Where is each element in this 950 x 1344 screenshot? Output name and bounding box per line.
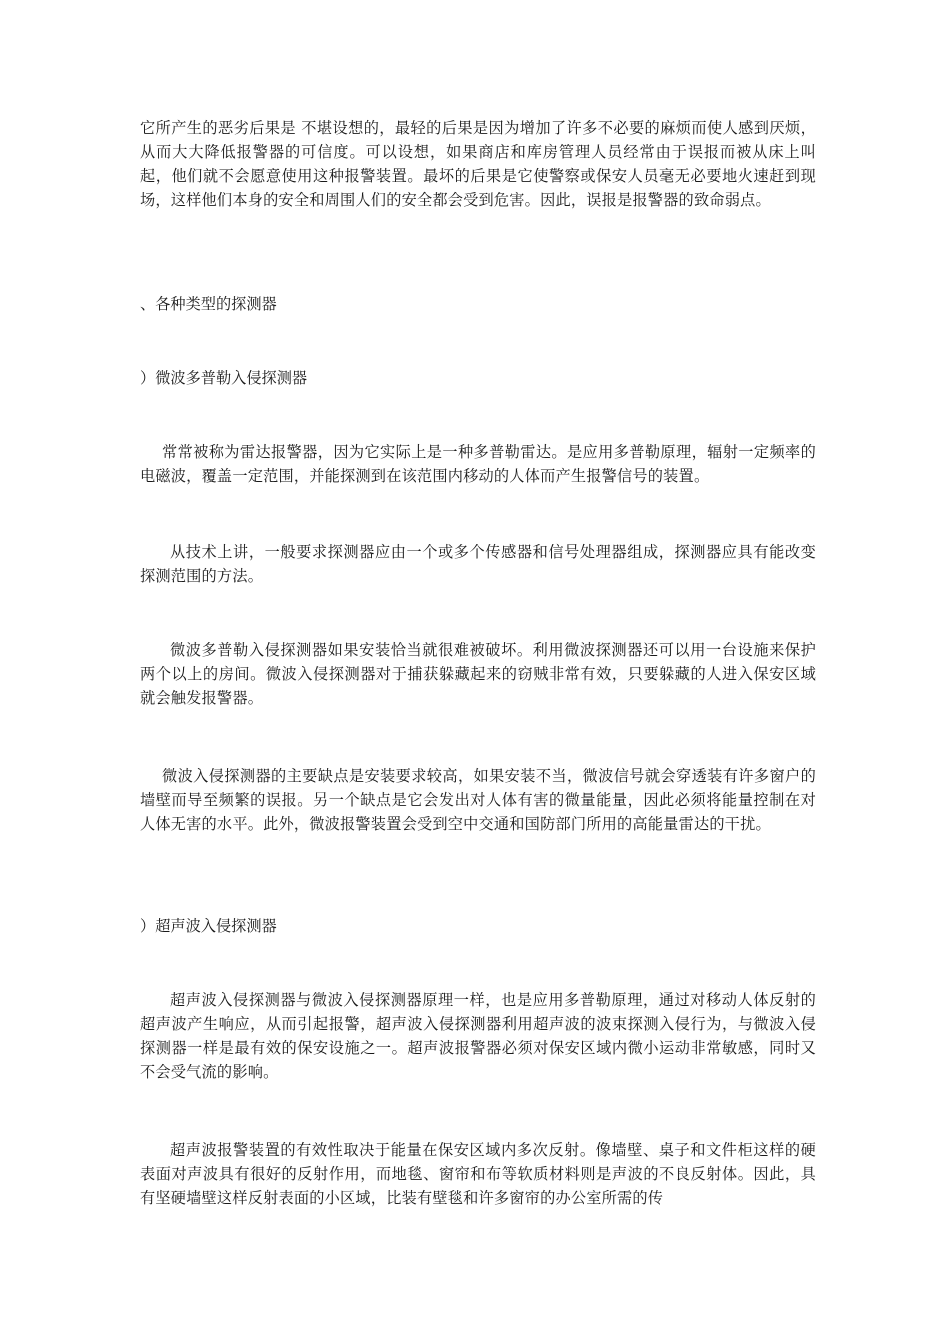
- subsection-heading-ultrasonic: ）超声波入侵探测器: [140, 917, 277, 935]
- subsection-heading-microwave: ）微波多普勒入侵探测器: [140, 369, 308, 387]
- paragraph-microwave-radar: 常常被称为雷达报警器，因为它实际上是一种多普勒雷达。是应用多普勒原理，辐射一定频率的电磁波，覆盖一定范围，并能探测到在该范围内移动的人体而产生报警信号的装置。: [140, 443, 816, 485]
- paragraph-microwave-drawbacks: 微波入侵探测器的主要缺点是安装要求较高，如果安装不当，微波信号就会穿透装有许多窗户的墙壁而导至频繁的误报。另一个缺点是它会发出对人体有害的微量能量，因此必须将能量控制在对人体无害的水平。此外，微波报警装置会受到空中交通和国防部门所用的高能量雷达的干扰。: [140, 767, 816, 833]
- paragraph-ultrasonic-reflection: 超声波报警装置的有效性取决于能量在保安区域内多次反射。像墙壁、桌子和文件柜这样的硬表面对声波具有很好的反射作用，而地毯、窗帘和布等软质材料则是声波的不良反射体。因此，具有坚硬墙壁这样反射表面的小区域，比装有壁毯和许多窗帘的办公室所需的传: [140, 1141, 816, 1207]
- paragraph-false-alarm-consequences: 它所产生的恶劣后果是 不堪设想的，最轻的后果是因为增加了许多不必要的麻烦而使人感到厌烦，从而大大降低报警器的可信度。可以设想，如果商店和库房管理人员经常由于误报而被从床上叫起，他们就不会愿意使用这种报警装置。最坏的后果是它使警察或保安人员毫无必要地火速赶到现场，这样他们本身的安全和周围人们的安全都会受到危害。因此，误报是报警器的致命弱点。: [140, 119, 816, 209]
- paragraph-microwave-installation: 微波多普勒入侵探测器如果安装恰当就很难被破坏。利用微波探测器还可以用一台设施来保护两个以上的房间。微波入侵探测器对于捕获躲藏起来的窃贼非常有效，只要躲藏的人进入保安区域就会触发报警器。: [140, 641, 816, 707]
- paragraph-ultrasonic-principle: 超声波入侵探测器与微波入侵探测器原理一样，也是应用多普勒原理，通过对移动人体反射的超声波产生响应，从而引起报警，超声波入侵探测器利用超声波的波束探测入侵行为，与微波入侵探测器一样是最有效的保安设施之一。超声波报警器必须对保安区域内微小运动非常敏感，同时又不会受气流的影响。: [140, 991, 816, 1081]
- section-heading-detector-types: 、各种类型的探测器: [140, 295, 277, 313]
- paragraph-technical-requirements: 从技术上讲，一般要求探测器应由一个或多个传感器和信号处理器组成，探测器应具有能改变探测范围的方法。: [140, 543, 816, 585]
